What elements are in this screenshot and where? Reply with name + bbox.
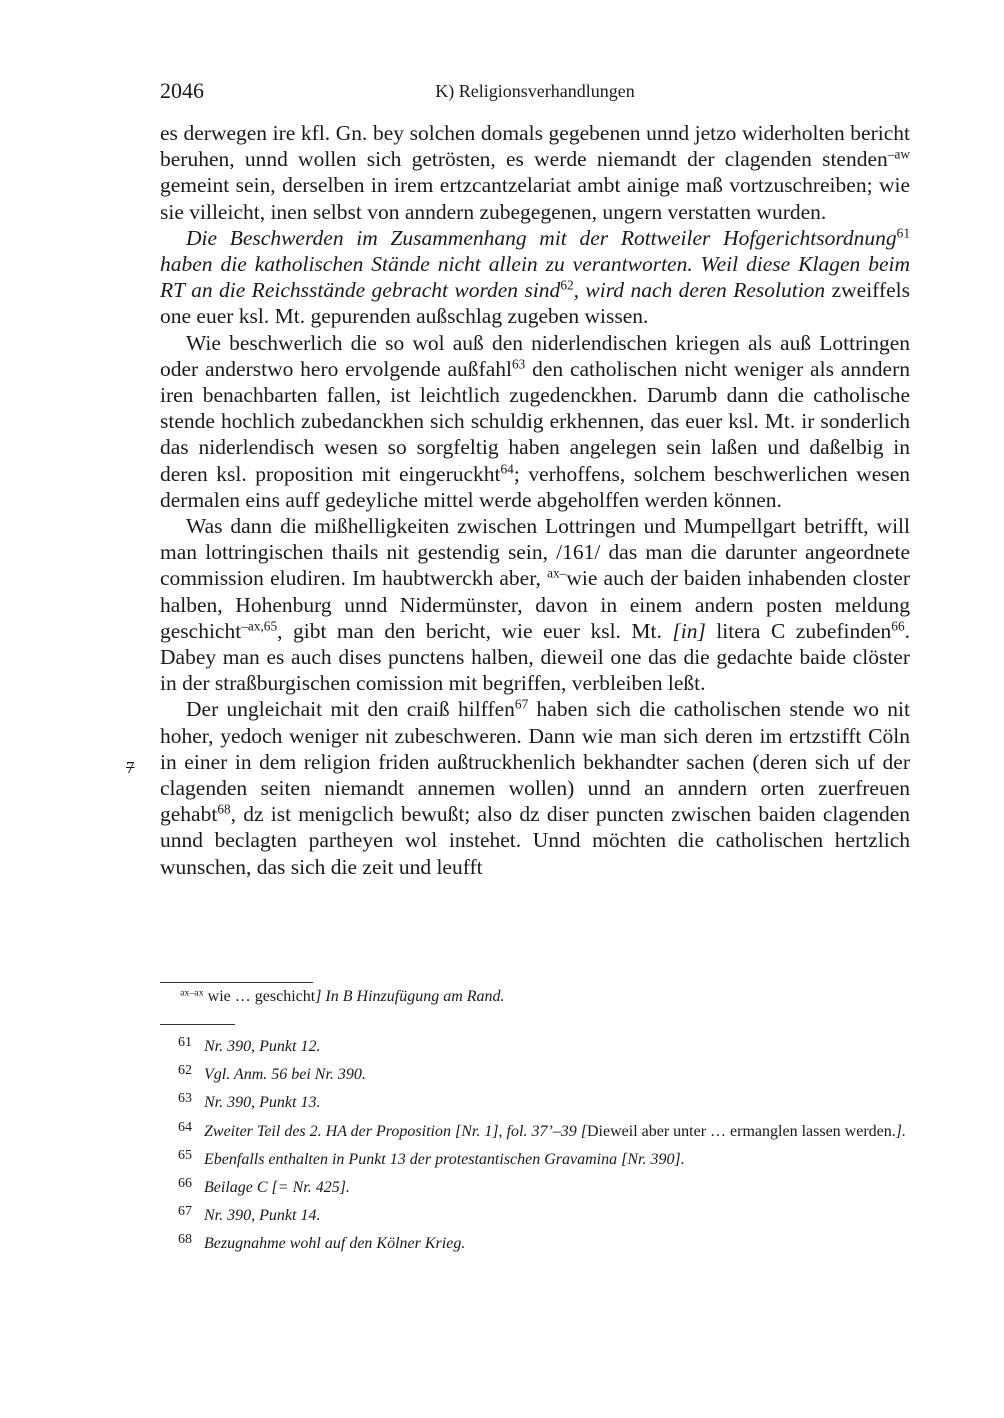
text-run: wie … geschicht (203, 988, 316, 1005)
text-run: den catholischen nicht weniger als anndern iren benachbarten fallen, ist leichtlich zugedenckhen. Darumb dann die catholische stende hochlich zubedanckhen sich schuldig erkhennen, das euer ksl. Mt. ir sonderlich das niderlendisch wesen so sorgfeltig haben angelegen sein laßen und daßelbig in deren ksl. proposition mit eingeruckht (160, 356, 910, 486)
text-run: , dz ist menigclich bewußt; also dz diser puncten zwischen baiden clagenden unnd beclagten partheyen wol instehet. Unnd möchten die catholischen hertzlich wunschen, das sich die zeit und leufft (160, 802, 910, 879)
paragraph (160, 225, 910, 330)
superscript-marker: 63 (511, 356, 526, 372)
superscript-marker: –aw (887, 146, 910, 162)
italic-text: Nr. 390, Punkt 14. (204, 1207, 321, 1225)
text-run: es derwegen ire kfl. Gn. bey solchen domals gegebenen unnd jetzo widerholten bericht beruhen, unnd wollen sich getrösten, es werde niemandt der clagenden stenden (160, 121, 910, 172)
italic-text: Bezugnahme wohl auf den Kölner Krieg. (204, 1235, 466, 1253)
text-run: Der ungleichait mit den craiß hilffen (186, 697, 515, 722)
page-header (160, 78, 910, 108)
superscript-marker: –ax,65 (241, 618, 278, 634)
italic-text: Nr. 390, Punkt 13. (204, 1094, 321, 1112)
italic-text: Die Beschwerden im Zusammenhang mit der Rottweiler Hofgerichtsordnung (186, 225, 897, 250)
main-text (160, 120, 910, 880)
italic-text: Ebenfalls enthalten in Punkt 13 der protestantischen Gravamina [Nr. 390]. (204, 1150, 685, 1168)
text-run: ; verhoffens, solchem beschwerlichen wesen dermalen eins auff gedeyliche mittel werde abgeholffen werden können. (160, 461, 910, 512)
paragraph (160, 330, 910, 513)
footnote-number: 61 (178, 1035, 192, 1050)
footnote (160, 1116, 910, 1144)
footnotes (160, 1031, 910, 1257)
footnote (160, 1200, 910, 1228)
superscript-marker: ax– (547, 566, 567, 582)
superscript-marker: 64 (500, 461, 514, 477)
italic-text: ] In B Hinzufügung am Rand. (315, 988, 505, 1005)
text-run: gemeint sein, derselben in irem ertzcantzelariat ambt ainige maß vortzuschreiben; wie sie villeicht, inen selbst von anndern zubegegenen, ungern verstatten wurden. (160, 173, 910, 224)
footnote (160, 1059, 910, 1087)
page-number: 2046 (160, 78, 204, 103)
superscript-marker: ax–ax (180, 987, 204, 999)
footnote-number: 65 (178, 1147, 192, 1163)
text-run: haben sich die catholischen stende wo nit hoher, yedoch weniger nit zubeschweren. Dann wie man sich deren im ertzstifft Cöln in einer in dem religion friden außtruckhenlich bekhandter sachen (deren sich uf der clagenden seiten niemandt annemen wollen) unnd an anndern orten zuerfreuen gehabt (160, 697, 910, 827)
paragraph (160, 513, 910, 696)
footnote (160, 1172, 910, 1200)
superscript-marker: 67 (514, 697, 529, 713)
footnote-number: 66 (178, 1175, 192, 1191)
margin-mark (126, 758, 135, 778)
footnote (160, 1228, 910, 1256)
text-run: . Dabey man es auch dises punctens halben, dieweil one das die gedachte baide clöster in der straßburgischen comission mit begriffen, verbleiben leßt. (160, 618, 910, 696)
paragraph (160, 120, 910, 225)
footnote (160, 1087, 910, 1115)
text-run: Wie beschwerlich die so wol auß den niderlendischen kriegen als auß Lottringen oder anderstwo hero ervolgende außfahl (160, 330, 910, 381)
text-run: Was dann die mißhelligkeiten zwischen Lottringen und Mumpellgart betrifft, will man lottringischen thails nit gestendig sein, /161/ das man die darunter angeordnete commission eludiren. Im haubtwerckh aber, (160, 514, 910, 591)
italic-text: [in] (672, 618, 706, 643)
footnote-rule (160, 1024, 235, 1025)
italic-text: Nr. 390, Punkt 12. (204, 1037, 321, 1055)
superscript-marker: 61 (896, 225, 910, 241)
text-run: , gibt man den bericht, wie euer ksl. Mt. (277, 618, 673, 643)
footnote (160, 1144, 910, 1172)
footnote-number: 62 (178, 1063, 192, 1079)
italic-text: ]. (895, 1122, 906, 1140)
paragraph (160, 696, 910, 879)
margin-mark-text: 7 (126, 758, 135, 777)
italic-text: Zweiter Teil des 2. HA der Proposition [Nr. 1], fol. 37’–39 [ (204, 1122, 587, 1140)
italic-text: , wird nach deren Resolution (573, 278, 826, 303)
superscript-marker: 62 (560, 277, 574, 293)
footnote-number: 64 (178, 1119, 192, 1135)
footnote-number: 67 (178, 1204, 192, 1220)
italic-text: haben die katholischen Stände nicht allein zu verantworten. Weil diese Klagen beim RT an die Reichsstände gebracht worden sind (160, 252, 910, 303)
text-run: zweiffels one euer ksl. Mt. gepurenden außschlag zugeben wissen. (160, 278, 910, 329)
footnote-number: 63 (178, 1091, 192, 1107)
text-run: Dieweil aber unter … ermanglen lassen werden. (587, 1122, 896, 1140)
footnote (160, 1031, 910, 1059)
text-run: litera C zubefinden (705, 618, 892, 643)
text-apparatus (180, 986, 910, 1008)
superscript-marker: 66 (891, 618, 905, 634)
apparatus-rule (160, 982, 313, 983)
text-run: wie auch der baiden inhabenden closter halben, Hohenburg unnd Nidermünster, davon in einem andern posten meldung geschicht (160, 566, 910, 643)
superscript-marker: 68 (217, 801, 231, 817)
italic-text: Vgl. Anm. 56 bei Nr. 390. (204, 1066, 366, 1084)
apparatus-note (180, 986, 910, 1008)
footnote-number: 68 (178, 1232, 192, 1248)
italic-text: Beilage C [= Nr. 425]. (204, 1178, 350, 1196)
running-title: K) Religionsverhandlungen (435, 81, 635, 101)
